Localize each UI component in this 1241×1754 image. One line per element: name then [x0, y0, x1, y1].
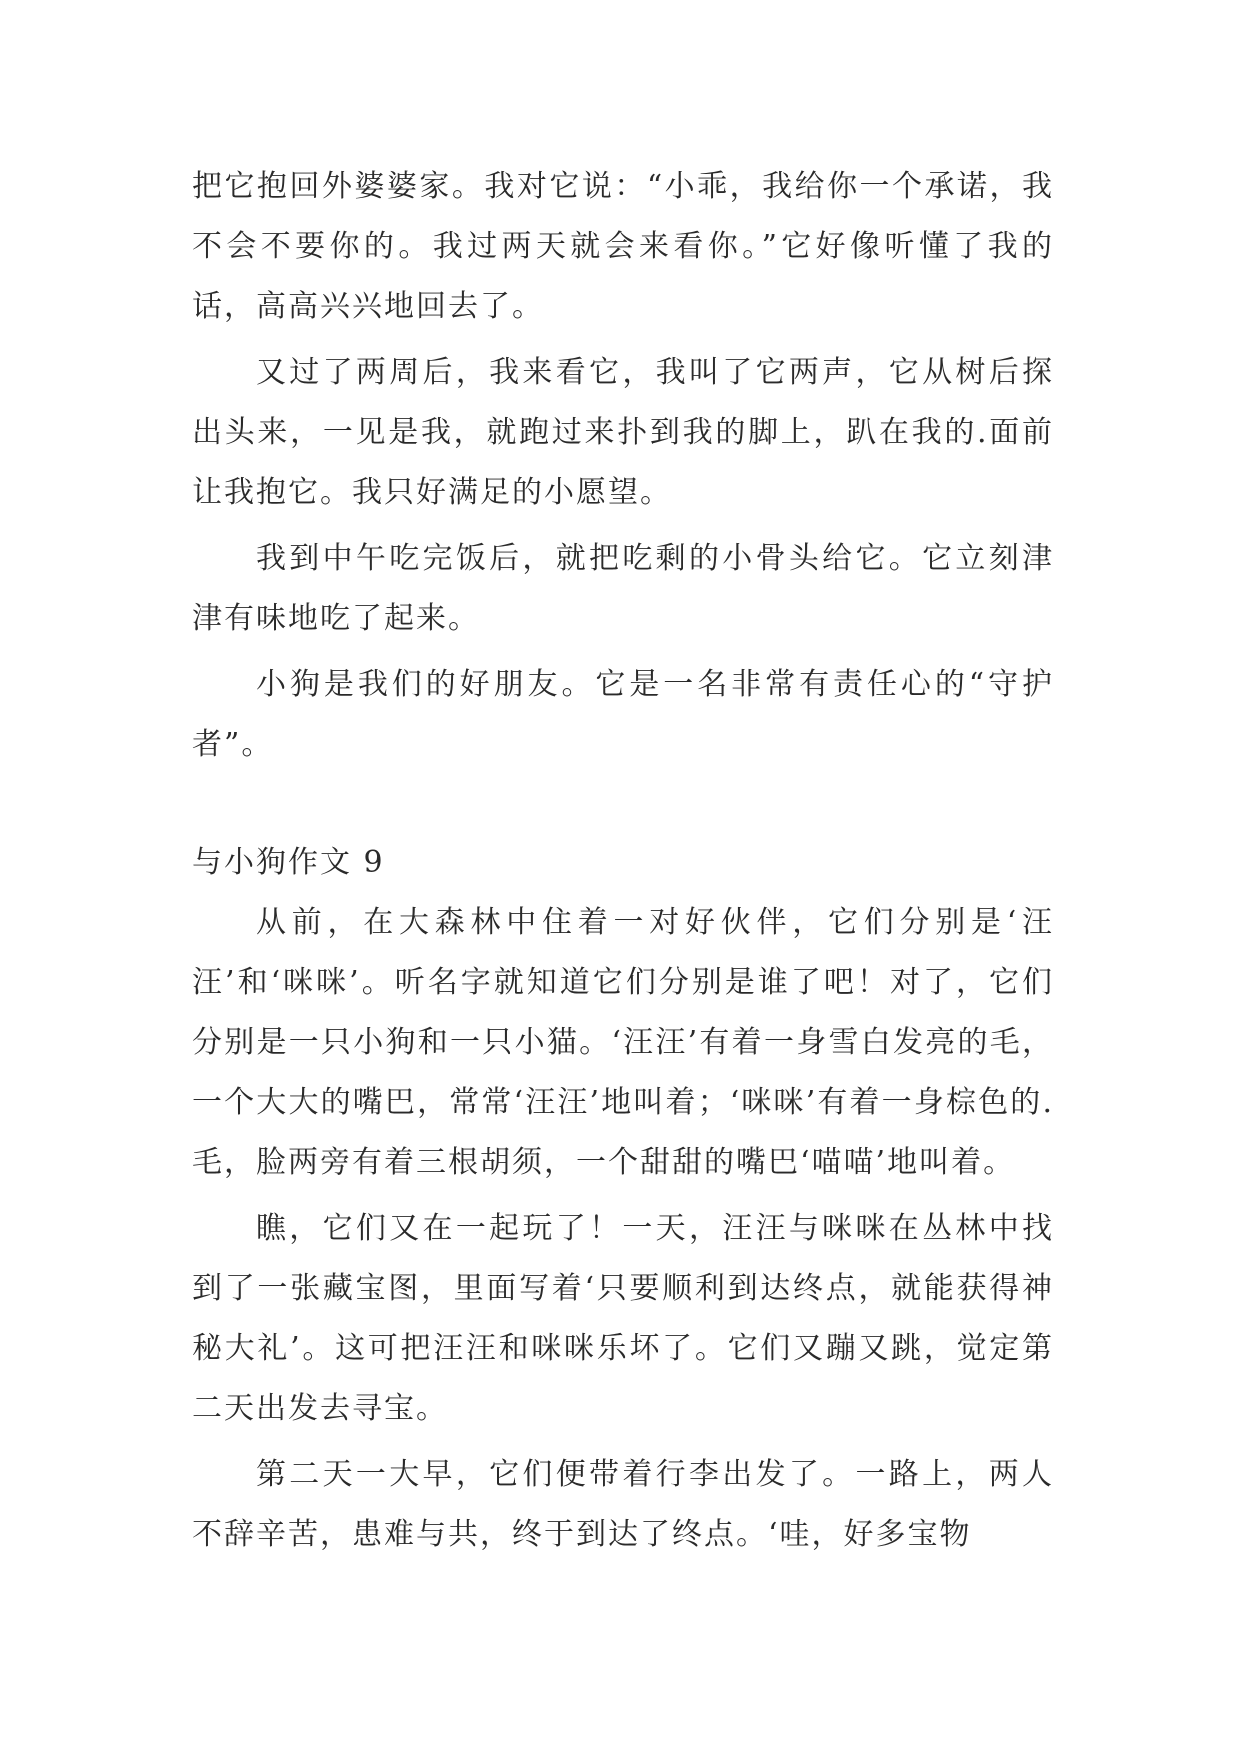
- paragraph: 把它抱回外婆婆家。我对它说：“小乖，我给你一个承诺，我不会不要你的。我过两天就会来看你。”它好像听懂了我的话，高高兴兴地回去了。: [192, 169, 1054, 324]
- paragraph: 第二天一大早，它们便带着行李出发了。一路上，两人不辞辛苦，患难与共，终于到达了终点。‘哇，好多宝物: [192, 1457, 1054, 1552]
- document-page: [192, 157, 1054, 1565]
- paragraph: 从前，在大森林中住着一对好伙伴，它们分别是‘汪汪’和‘咪咪’。听名字就知道它们分别是谁了吧！对了，它们分别是一只小狗和一只小猫。‘汪汪’有着一身雪白发亮的毛，一个大大的嘴巴，常常‘汪汪’地叫着；‘咪咪’有着一身棕色的.毛，脸两旁有着三根胡须，一个甜甜的嘴巴‘喵喵’地叫着。: [192, 905, 1054, 1180]
- section-title: 与小狗作文 9: [192, 845, 385, 880]
- paragraph: 瞧，它们又在一起玩了！一天，汪汪与咪咪在丛林中找到了一张藏宝图，里面写着‘只要顺利到达终点，就能获得神秘大礼’。这可把汪汪和咪咪乐坏了。它们又蹦又跳，觉定第二天出发去寻宝。: [192, 1211, 1054, 1426]
- paragraph: 又过了两周后，我来看它，我叫了它两声，它从树后探出头来，一见是我，就跑过来扑到我的脚上，趴在我的.面前让我抱它。我只好满足的小愿望。: [192, 355, 1054, 510]
- paragraph: 小狗是我们的好朋友。它是一名非常有责任心的“守护者”。: [192, 667, 1054, 762]
- paragraph: 我到中午吃完饭后，就把吃剩的小骨头给它。它立刻津津有味地吃了起来。: [192, 541, 1054, 636]
